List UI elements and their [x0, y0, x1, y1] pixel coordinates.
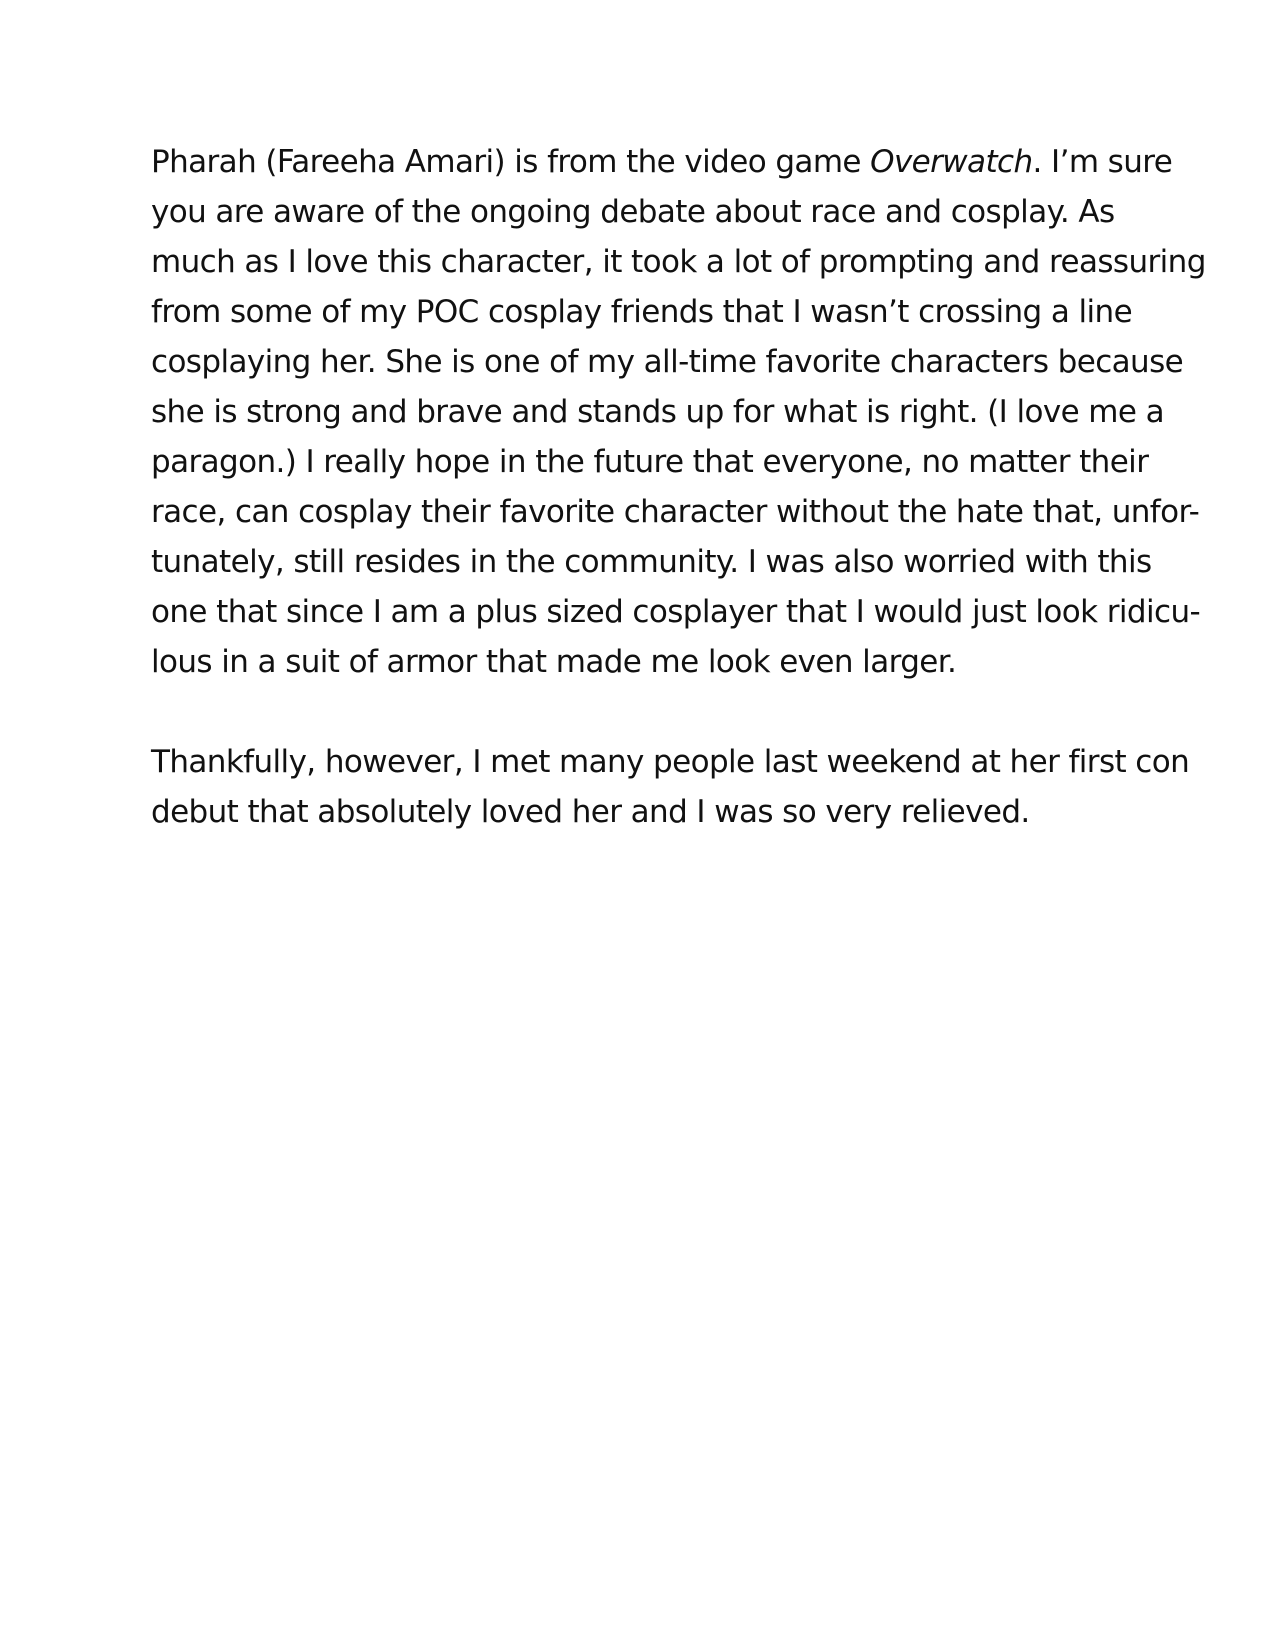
- paragraph-line: you are aware of the ongoing debate about race and cosplay. As: [151, 194, 1115, 230]
- paragraph-line: tunately, still resides in the community. I was also worried with this: [151, 544, 1152, 580]
- body-text: [151, 137, 1206, 837]
- line-text: Pharah (Fareeha Amari) is from the video game: [151, 144, 871, 180]
- line-text: . I’m sure: [1032, 144, 1173, 180]
- paragraph-line: debut that absolutely loved her and I was so very relieved.: [151, 794, 1030, 830]
- paragraph-line: she is strong and brave and stands up for what is right. (I love me a: [151, 394, 1165, 430]
- paragraph-2: [151, 737, 1190, 837]
- paragraph-line: paragon.) I really hope in the future that everyone, no matter their: [151, 444, 1149, 480]
- paragraph-line: one that since I am a plus sized cosplayer that I would just look ridicu-: [151, 594, 1201, 630]
- game-title: Overwatch: [870, 144, 1033, 180]
- paragraph-line: [151, 137, 1173, 187]
- paragraph-line: lous in a suit of armor that made me look even larger.: [151, 644, 957, 680]
- paragraph-line: Thankfully, however, I met many people last weekend at her first con: [151, 744, 1190, 780]
- paragraph-line: cosplaying her. She is one of my all-time favorite characters because: [151, 344, 1184, 380]
- paragraph-line: race, can cosplay their favorite character without the hate that, unfor-: [151, 494, 1200, 530]
- paragraph-spacer: [151, 687, 1141, 737]
- paragraph-line: from some of my POC cosplay friends that I wasn’t crossing a line: [151, 294, 1133, 330]
- paragraph-line: much as I love this character, it took a lot of prompting and reassuring: [151, 244, 1206, 280]
- paragraph-1: [151, 137, 1206, 687]
